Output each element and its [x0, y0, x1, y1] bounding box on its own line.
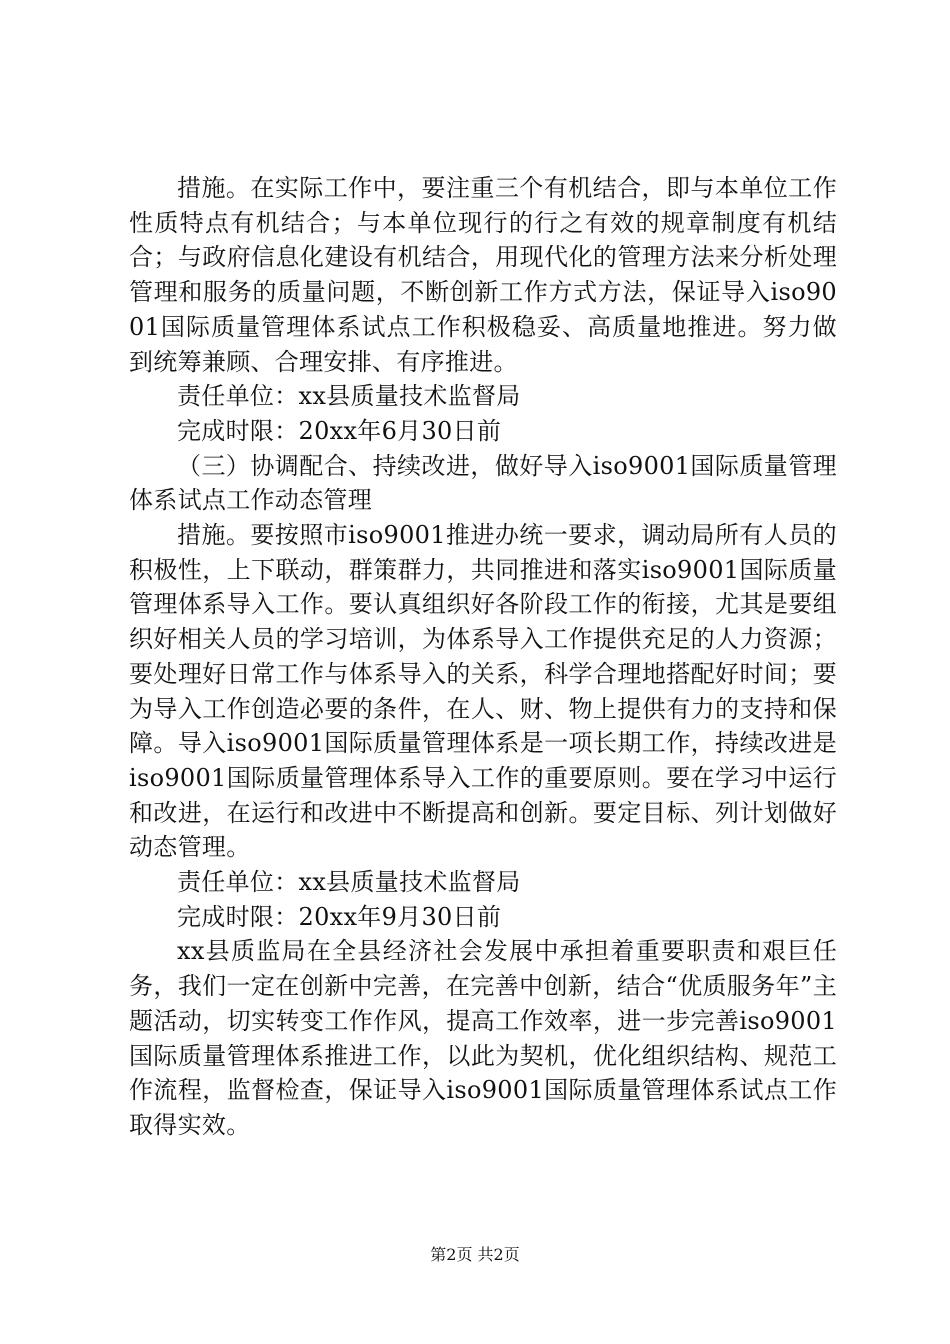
- deadline-2: 完成时限：20xx年9月30日前: [177, 902, 502, 931]
- deadline-1: 完成时限：20xx年6月30日前: [177, 416, 502, 445]
- document-body: [129, 171, 837, 1143]
- section-heading-3: （三）协调配合、持续改进，做好导入iso9001国际质量管理体系试点工作动态管理: [129, 451, 837, 515]
- measure-paragraph-2: 措施。要按照市iso9001推进办统一要求，调动局所有人员的积极性，上下联动，群策群力，共同推进和落实iso9001国际质量管理体系导入工作。要认真组织好各阶段工作的衔接，尤其是要组织好相关人员的学习培训，为体系导入工作提供充足的人力资源；要处理好日常工作与体系导入的关系，科学合理地搭配好时间；要为导入工作创造必要的条件，在人、财、物上提供有力的支持和保障。导入iso9001国际质量管理体系是一项长期工作，持续改进是iso9001国际质量管理体系导入工作的重要原则。要在学习中运行和改进，在运行和改进中不断提高和创新。要定目标、列计划做好动态管理。: [129, 521, 837, 862]
- responsible-unit-1: 责任单位：xx县质量技术监督局: [177, 382, 521, 411]
- page-number-footer: 第2页 共2页: [430, 1245, 520, 1264]
- closing-paragraph: xx县质监局在全县经济社会发展中承担着重要职责和艰巨任务，我们一定在创新中完善，在完善中创新，结合“优质服务年”主题活动，切实转变工作作风，提高工作效率，进一步完善iso9001国际质量管理体系推进工作，以此为契机，优化组织结构、规范工作流程，监督检查，保证导入iso9001国际质量管理体系试点工作取得实效。: [129, 937, 837, 1139]
- measure-paragraph-1: 措施。在实际工作中，要注重三个有机结合，即与本单位工作性质特点有机结合；与本单位现行的行之有效的规章制度有机结合；与政府信息化建设有机结合，用现代化的管理方法来分析处理管理和服务的质量问题，不断创新工作方式方法，保证导入iso9001国际质量管理体系试点工作积极稳妥、高质量地推进。努力做到统筹兼顾、合理安排、有序推进。: [129, 174, 837, 376]
- responsible-unit-2: 责任单位：xx县质量技术监督局: [177, 868, 521, 897]
